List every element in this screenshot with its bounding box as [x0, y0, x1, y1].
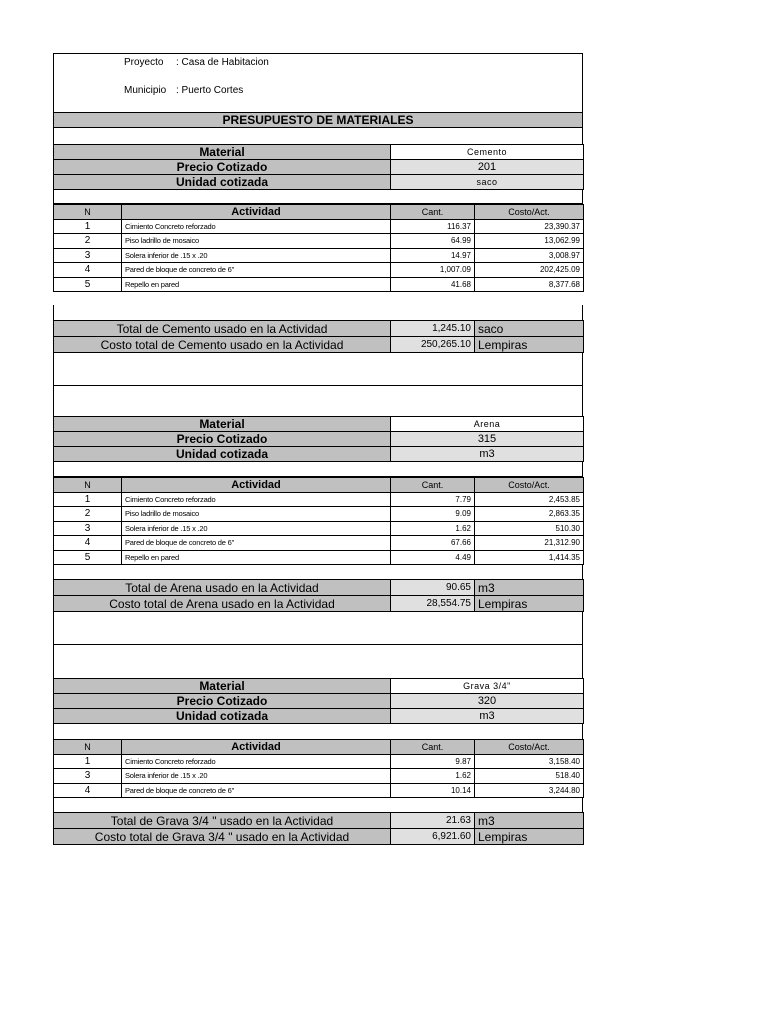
col-n: N [54, 478, 122, 493]
price-label: Precio Cotizado [54, 160, 391, 175]
table-row [54, 492, 584, 507]
row-cant: 4.49 [391, 550, 475, 565]
row-actividad: Pared de bloque de concreto de 6" [122, 783, 391, 798]
cost-value: 6,921.60 [391, 829, 475, 845]
table-row [54, 769, 584, 784]
row-actividad: Solera inferior de .15 x .20 [122, 521, 391, 536]
table-row [54, 234, 584, 249]
row-n: 4 [54, 263, 122, 278]
cost-label: Costo total de Cemento usado en la Actividad [54, 337, 391, 353]
col-n: N [54, 740, 122, 755]
unit-value: m3 [391, 709, 584, 724]
row-costo: 3,244.80 [475, 783, 584, 798]
table-row [54, 754, 584, 769]
unit-value: m3 [391, 447, 584, 462]
row-cant: 9.09 [391, 507, 475, 522]
row-costo: 518.40 [475, 769, 584, 784]
cost-value: 28,554.75 [391, 596, 475, 612]
col-costo: Costo/Act. [475, 205, 584, 220]
material-label: Material [54, 417, 391, 432]
spacer-row [53, 353, 583, 386]
cost-unit: Lempiras [475, 337, 584, 353]
total-label: Total de Grava 3/4 " usado en la Actividad [54, 813, 391, 829]
spacer-row [53, 797, 583, 813]
table-row [54, 263, 584, 278]
row-actividad: Repello en pared [122, 277, 391, 292]
col-n: N [54, 205, 122, 220]
col-cant: Cant. [391, 205, 475, 220]
spacer-row [53, 462, 583, 477]
col-costo: Costo/Act. [475, 740, 584, 755]
unit-label: Unidad cotizada [54, 175, 391, 190]
row-n: 5 [54, 277, 122, 292]
municipality-label: Municipio [124, 85, 167, 96]
price-label: Precio Cotizado [54, 694, 391, 709]
row-n: 4 [54, 536, 122, 551]
row-costo: 3,008.97 [475, 248, 584, 263]
cost-unit: Lempiras [475, 596, 584, 612]
row-cant: 1.62 [391, 521, 475, 536]
total-unit: m3 [475, 580, 584, 596]
row-n: 3 [54, 248, 122, 263]
project-value: : Casa de Habitacion [176, 57, 269, 68]
total-unit: saco [475, 321, 584, 337]
row-costo: 13,062.99 [475, 234, 584, 249]
material-info-cemento [53, 144, 584, 190]
row-cant: 67.66 [391, 536, 475, 551]
page-break-spacer [53, 305, 583, 321]
total-label: Total de Cemento usado en la Actividad [54, 321, 391, 337]
total-value: 90.65 [391, 580, 475, 596]
totals-arena [53, 579, 584, 612]
cost-value: 250,265.10 [391, 337, 475, 353]
total-value: 1,245.10 [391, 321, 475, 337]
material-value: Cemento [391, 145, 584, 160]
row-n: 1 [54, 219, 122, 234]
row-cant: 64.99 [391, 234, 475, 249]
row-actividad: Pared de bloque de concreto de 6" [122, 536, 391, 551]
activity-table-cemento [53, 204, 584, 292]
unit-value: saco [391, 175, 584, 190]
row-costo: 1,414.35 [475, 550, 584, 565]
table-row [54, 521, 584, 536]
row-cant: 9.87 [391, 754, 475, 769]
material-info-grava [53, 678, 584, 724]
row-actividad: Solera inferior de .15 x .20 [122, 769, 391, 784]
row-n: 2 [54, 507, 122, 522]
price-value: 201 [391, 160, 584, 175]
row-actividad: Solera inferior de .15 x .20 [122, 248, 391, 263]
row-n: 1 [54, 492, 122, 507]
col-actividad: Actividad [122, 205, 391, 220]
price-value: 320 [391, 694, 584, 709]
total-label: Total de Arena usado en la Actividad [54, 580, 391, 596]
table-row [54, 507, 584, 522]
spacer-row [53, 724, 583, 740]
row-n: 1 [54, 754, 122, 769]
row-costo: 510.30 [475, 521, 584, 536]
row-n: 3 [54, 769, 122, 784]
row-n: 4 [54, 783, 122, 798]
totals-cemento [53, 320, 584, 353]
spacer-row [53, 386, 583, 417]
row-actividad: Pared de bloque de concreto de 6" [122, 263, 391, 278]
table-row [54, 536, 584, 551]
material-value: Arena [391, 417, 584, 432]
row-n: 3 [54, 521, 122, 536]
municipality-value: : Puerto Cortes [176, 85, 244, 96]
row-n: 2 [54, 234, 122, 249]
row-actividad: Cimiento Concreto reforzado [122, 492, 391, 507]
table-row [54, 219, 584, 234]
table-row [54, 248, 584, 263]
material-info-arena [53, 416, 584, 462]
row-costo: 21,312.90 [475, 536, 584, 551]
spacer-row [53, 611, 583, 645]
material-value: Grava 3/4" [391, 679, 584, 694]
table-row [54, 550, 584, 565]
table-row [54, 783, 584, 798]
page-title: PRESUPUESTO DE MATERIALES [53, 112, 583, 128]
row-n: 5 [54, 550, 122, 565]
row-costo: 23,390.37 [475, 219, 584, 234]
col-actividad: Actividad [122, 740, 391, 755]
row-costo: 8,377.68 [475, 277, 584, 292]
total-value: 21.63 [391, 813, 475, 829]
row-actividad: Piso ladrillo de mosaico [122, 507, 391, 522]
material-label: Material [54, 679, 391, 694]
row-cant: 14.97 [391, 248, 475, 263]
unit-label: Unidad cotizada [54, 709, 391, 724]
col-costo: Costo/Act. [475, 478, 584, 493]
cost-label: Costo total de Arena usado en la Actividad [54, 596, 391, 612]
cost-label: Costo total de Grava 3/4 " usado en la Actividad [54, 829, 391, 845]
row-costo: 202,425.09 [475, 263, 584, 278]
table-row [54, 277, 584, 292]
activity-table-arena [53, 477, 584, 565]
price-label: Precio Cotizado [54, 432, 391, 447]
col-actividad: Actividad [122, 478, 391, 493]
col-cant: Cant. [391, 478, 475, 493]
row-cant: 1,007.09 [391, 263, 475, 278]
activity-table-grava [53, 739, 584, 798]
row-cant: 10.14 [391, 783, 475, 798]
row-costo: 3,158.40 [475, 754, 584, 769]
project-line [124, 57, 269, 68]
row-cant: 1.62 [391, 769, 475, 784]
row-cant: 41.68 [391, 277, 475, 292]
spacer-row [53, 190, 583, 204]
material-label: Material [54, 145, 391, 160]
col-cant: Cant. [391, 740, 475, 755]
row-cant: 7.79 [391, 492, 475, 507]
row-actividad: Cimiento Concreto reforzado [122, 219, 391, 234]
unit-label: Unidad cotizada [54, 447, 391, 462]
project-label: Proyecto [124, 57, 164, 68]
municipality-line [124, 85, 243, 96]
row-costo: 2,453.85 [475, 492, 584, 507]
spacer-row [53, 128, 583, 145]
row-costo: 2,863.35 [475, 507, 584, 522]
project-header [53, 53, 583, 113]
totals-grava [53, 812, 584, 845]
spacer-row [53, 645, 583, 679]
total-unit: m3 [475, 813, 584, 829]
row-cant: 116.37 [391, 219, 475, 234]
row-actividad: Repello en pared [122, 550, 391, 565]
cost-unit: Lempiras [475, 829, 584, 845]
spacer-row [53, 564, 583, 580]
row-actividad: Piso ladrillo de mosaico [122, 234, 391, 249]
price-value: 315 [391, 432, 584, 447]
row-actividad: Cimiento Concreto reforzado [122, 754, 391, 769]
